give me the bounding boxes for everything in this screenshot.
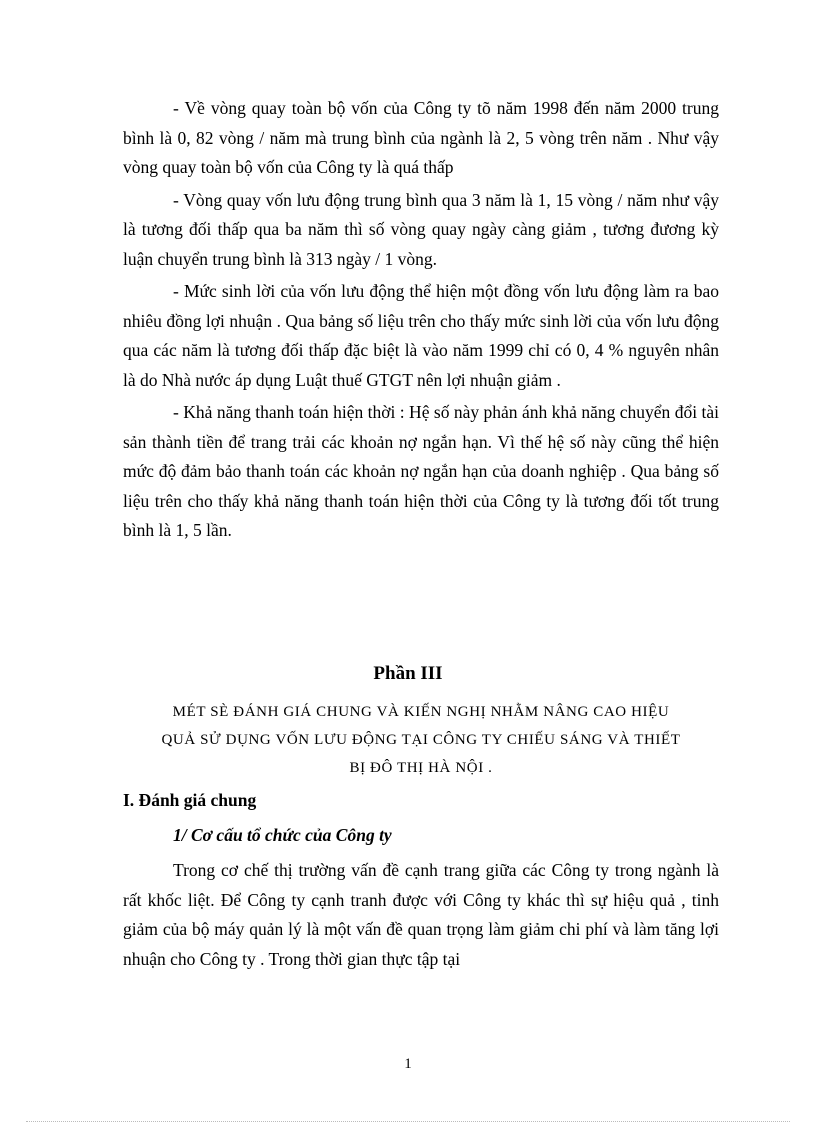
paragraph-working-capital-turnover: - Vòng quay vốn lưu động trung bình qua 3 năm là 1, 15 vòng / năm như vậy là tương đối thấp qua ba năm thì số vòng quay ngày càng giảm , tương đương kỳ luận chuyển trung bình là 313 ngày / 1 vòng.	[123, 189, 719, 269]
paragraph-profitability: - Mức sinh lời của vốn lưu động thể hiện một đồng vốn lưu động làm ra bao nhiêu đồng lợi nhuận . Qua bảng số liệu trên cho thấy mức sinh lời của vốn lưu động qua các năm là tương đối thấp đặc biệt là vào năm 1999 chỉ có 0, 4 % nguyên nhân là do Nhà nước áp dụng Luật thuế GTGT nên lợi nhuận giảm .	[123, 281, 719, 390]
paragraph-org-structure: Trong cơ chế thị trường vấn đề cạnh trang giữa các Công ty trong ngành là rất khốc liệt. Để Công ty cạnh tranh được với Công ty khác thì sự hiệu quả , tinh giảm của bộ máy quản lý là một vấn đề quan trọng làm giảm chi phí và làm tăng lợi nhuận cho Công ty . Trong thời gian thực tập tại	[123, 860, 719, 969]
subtitle-line: BỊ ĐÔ THỊ HÀ NỘI .	[349, 760, 493, 776]
page-number: 1	[404, 1056, 412, 1072]
sub-section-title: 1/ Cơ cấu tổ chức của Công ty	[173, 825, 392, 845]
subtitle-line: MÉT SÈ ĐÁNH GIÁ CHUNG VÀ KIẾN NGHỊ NHẰM NÂNG CAO HIỆU	[172, 704, 670, 720]
subtitle-line: QUẢ SỬ DỤNG VỐN LƯU ĐỘNG TẠI CÔNG TY CHIẾU SÁNG VÀ THIẾT	[161, 732, 681, 748]
paragraph-total-capital-turnover: - Về vòng quay toàn bộ vốn của Công ty tõ năm 1998 đến năm 2000 trung bình là 0, 82 vòng / năm mà trung bình của ngành là 2, 5 vòng trên năm . Như vậy vòng quay toàn bộ vốn của Công ty là quá thấp	[123, 98, 719, 177]
page-footer-divider	[26, 1121, 790, 1122]
analysis-body	[123, 94, 719, 549]
section-title: I. Đánh giá chung	[123, 790, 257, 810]
part-heading: Phần III	[373, 663, 443, 684]
closing-body	[123, 856, 719, 974]
part-subtitle	[123, 698, 719, 782]
paragraph-current-solvency: - Khả năng thanh toán hiện thời : Hệ số này phản ánh khả năng chuyển đổi tài sản thành tiền để trang trải các khoản nợ ngắn hạn. Vì thế hệ số này cũng thể hiện mức độ đảm bảo thanh toán các khoản nợ ngắn hạn của doanh nghiệp . Qua bảng số liệu trên cho thấy khả năng thanh toán hiện thời của Công ty là tương đối tốt trung bình là 1, 5 lần.	[123, 402, 719, 540]
